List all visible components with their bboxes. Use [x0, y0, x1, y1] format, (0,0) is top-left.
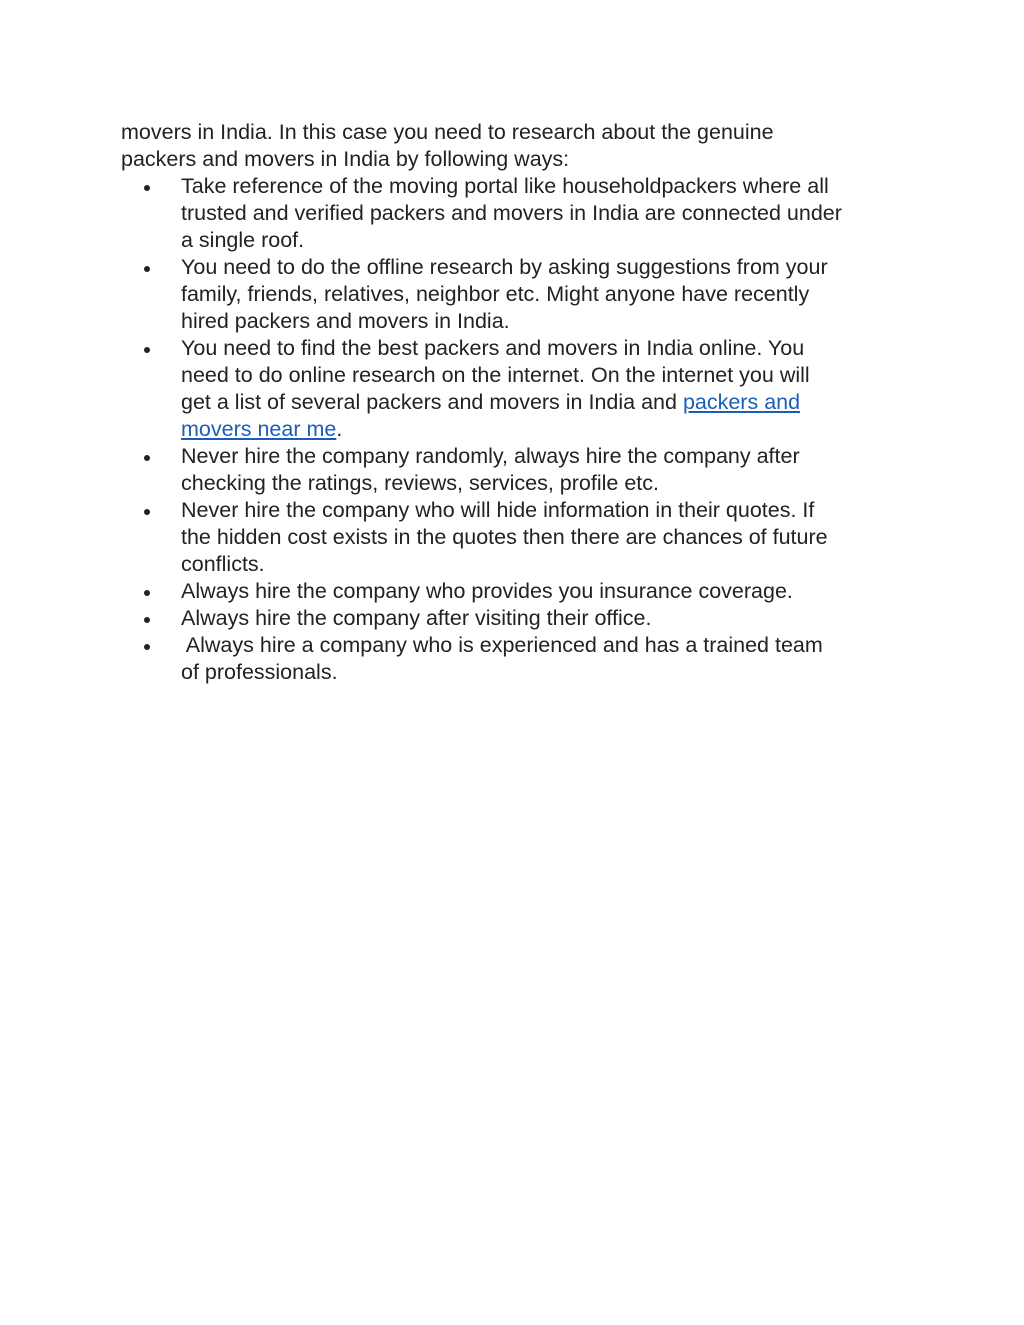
list-item-line: family, friends, relatives, neighbor etc. Might anyone have recently [181, 282, 810, 306]
list-item-line: a single roof. [181, 228, 305, 252]
list-item-line: Always hire a company who is experienced and has a trained team [181, 633, 823, 657]
list-item-line: hired packers and movers in India. [181, 309, 510, 333]
list-item-line: Always hire the company after visiting their office. [181, 606, 652, 630]
bullet-icon [144, 347, 150, 353]
list-item-line: You need to find the best packers and movers in India online. You [181, 336, 805, 360]
list-item-line: of professionals. [181, 660, 338, 684]
intro-paragraph [121, 119, 911, 173]
list-item [121, 335, 911, 443]
document-body [121, 119, 911, 686]
list-item [121, 632, 911, 686]
list-item-text: . [336, 417, 343, 441]
list-item-text: get a list of several packers and movers in India and [181, 390, 683, 414]
list-item-line: Take reference of the moving portal like householdpackers where all [181, 174, 829, 198]
packers-movers-near-me-link[interactable]: movers near me [181, 417, 337, 441]
bullet-icon [144, 590, 150, 596]
list-item [121, 443, 911, 497]
list-item-line: Never hire the company randomly, always hire the company after [181, 444, 800, 468]
list-item-line: Always hire the company who provides you insurance coverage. [181, 579, 793, 603]
list-item-line: need to do online research on the internet. On the internet you will [181, 363, 810, 387]
bullet-icon [144, 617, 150, 623]
list-item [121, 578, 911, 605]
list-item [121, 497, 911, 578]
list-item [121, 173, 911, 254]
bullet-icon [144, 455, 150, 461]
intro-line: movers in India. In this case you need to research about the genuine [121, 120, 774, 144]
tips-list [121, 173, 911, 686]
intro-line: packers and movers in India by following ways: [121, 147, 570, 171]
list-item [121, 254, 911, 335]
list-item-line: the hidden cost exists in the quotes then there are chances of future [181, 525, 828, 549]
packers-movers-near-me-link[interactable]: packers and [682, 390, 801, 414]
list-item-line: Never hire the company who will hide information in their quotes. If [181, 498, 815, 522]
list-item-line: conflicts. [181, 552, 265, 576]
list-item-line-with-link [181, 416, 911, 443]
bullet-icon [144, 509, 150, 515]
bullet-icon [144, 185, 150, 191]
list-item-line: You need to do the offline research by asking suggestions from your [181, 255, 828, 279]
bullet-icon [144, 266, 150, 272]
bullet-icon [144, 644, 150, 650]
list-item-line: trusted and verified packers and movers in India are connected under [181, 201, 842, 225]
list-item [121, 605, 911, 632]
list-item-line-with-link [181, 389, 911, 416]
list-item-line: checking the ratings, reviews, services, profile etc. [181, 471, 659, 495]
